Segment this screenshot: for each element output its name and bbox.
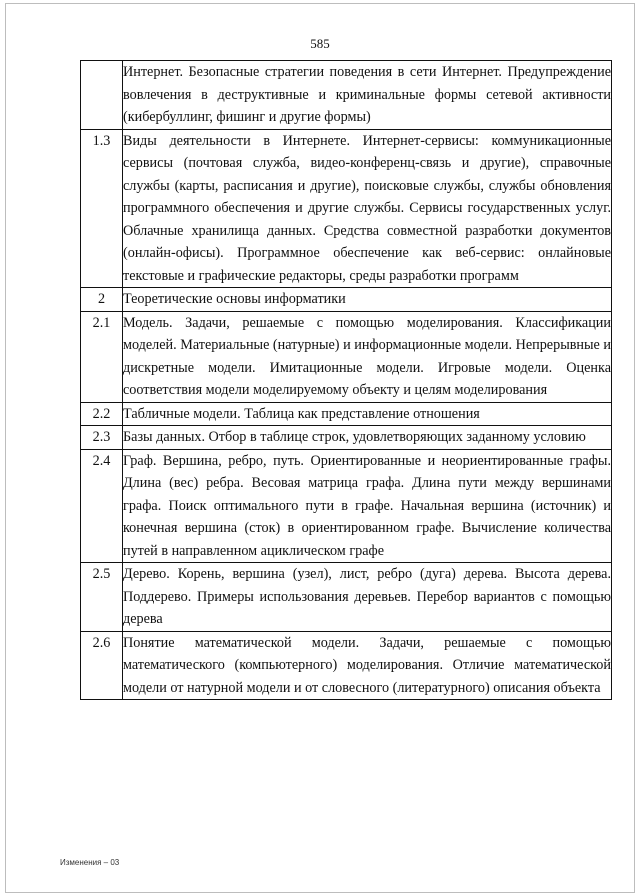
row-number: 2.4 (81, 449, 123, 563)
table-row (81, 449, 612, 563)
row-number: 2.1 (81, 311, 123, 402)
row-number: 2.5 (81, 563, 123, 632)
row-text: Табличные модели. Таблица как представление отношения (123, 402, 612, 426)
table-row (81, 288, 612, 312)
row-number: 2.3 (81, 426, 123, 450)
table-row (81, 426, 612, 450)
row-number: 1.3 (81, 129, 123, 288)
row-number (81, 61, 123, 130)
row-text: Граф. Вершина, ребро, путь. Ориентированные и неориентированные графы. Длина (вес) ребра. Весовая матрица графа. Длина пути между вершинами графа. Поиск оптимального пути в графе. Начальная вершина (источник) и конечная вершина (сток) в ориентированном графе. Вычисление количества путей в направленном ациклическом графе (123, 449, 612, 563)
table-row (81, 61, 612, 130)
row-text: Интернет. Безопасные стратегии поведения в сети Интернет. Предупреждение вовлечения в деструктивные и криминальные формы сетевой активности (кибербуллинг, фишинг и другие формы) (123, 61, 612, 130)
row-number: 2 (81, 288, 123, 312)
table-row (81, 631, 612, 700)
row-text: Понятие математической модели. Задачи, решаемые с помощью математического (компьютерного) моделирования. Отличие математической модели от натурной модели и от словесного (литературного) описания объекта (123, 631, 612, 700)
table-row (81, 563, 612, 632)
page-number: 585 (310, 36, 330, 51)
row-number: 2.2 (81, 402, 123, 426)
row-text: Виды деятельности в Интернете. Интернет-сервисы: коммуникационные сервисы (почтовая служба, видео-конференц-связь и другие), справочные службы (карты, расписания и другие), поисковые службы, службы обновления программного обеспечения и другие службы. Сервисы государственных услуг. Облачные хранилища данных. Средства совместной разработки документов (онлайн-офисы). Программное обеспечение как веб-сервис: онлайновые текстовые и графические редакторы, среды разработки программ (123, 129, 612, 288)
row-text: Дерево. Корень, вершина (узел), лист, ребро (дуга) дерева. Высота дерева. Поддерево. Примеры использования деревьев. Перебор вариантов с помощью дерева (123, 563, 612, 632)
table-row (81, 311, 612, 402)
row-text: Базы данных. Отбор в таблице строк, удовлетворяющих заданному условию (123, 426, 612, 450)
table-row (81, 402, 612, 426)
table-row (81, 129, 612, 288)
row-text: Теоретические основы информатики (123, 288, 612, 312)
content-table (80, 60, 612, 700)
row-text: Модель. Задачи, решаемые с помощью моделирования. Классификации моделей. Материальные (натурные) и информационные модели. Непрерывные и дискретные модели. Имитационные модели. Игровые модели. Оценка соответствия модели моделируемому объекту и целям моделирования (123, 311, 612, 402)
row-number: 2.6 (81, 631, 123, 700)
footer-note: Изменения – 03 (60, 858, 120, 867)
